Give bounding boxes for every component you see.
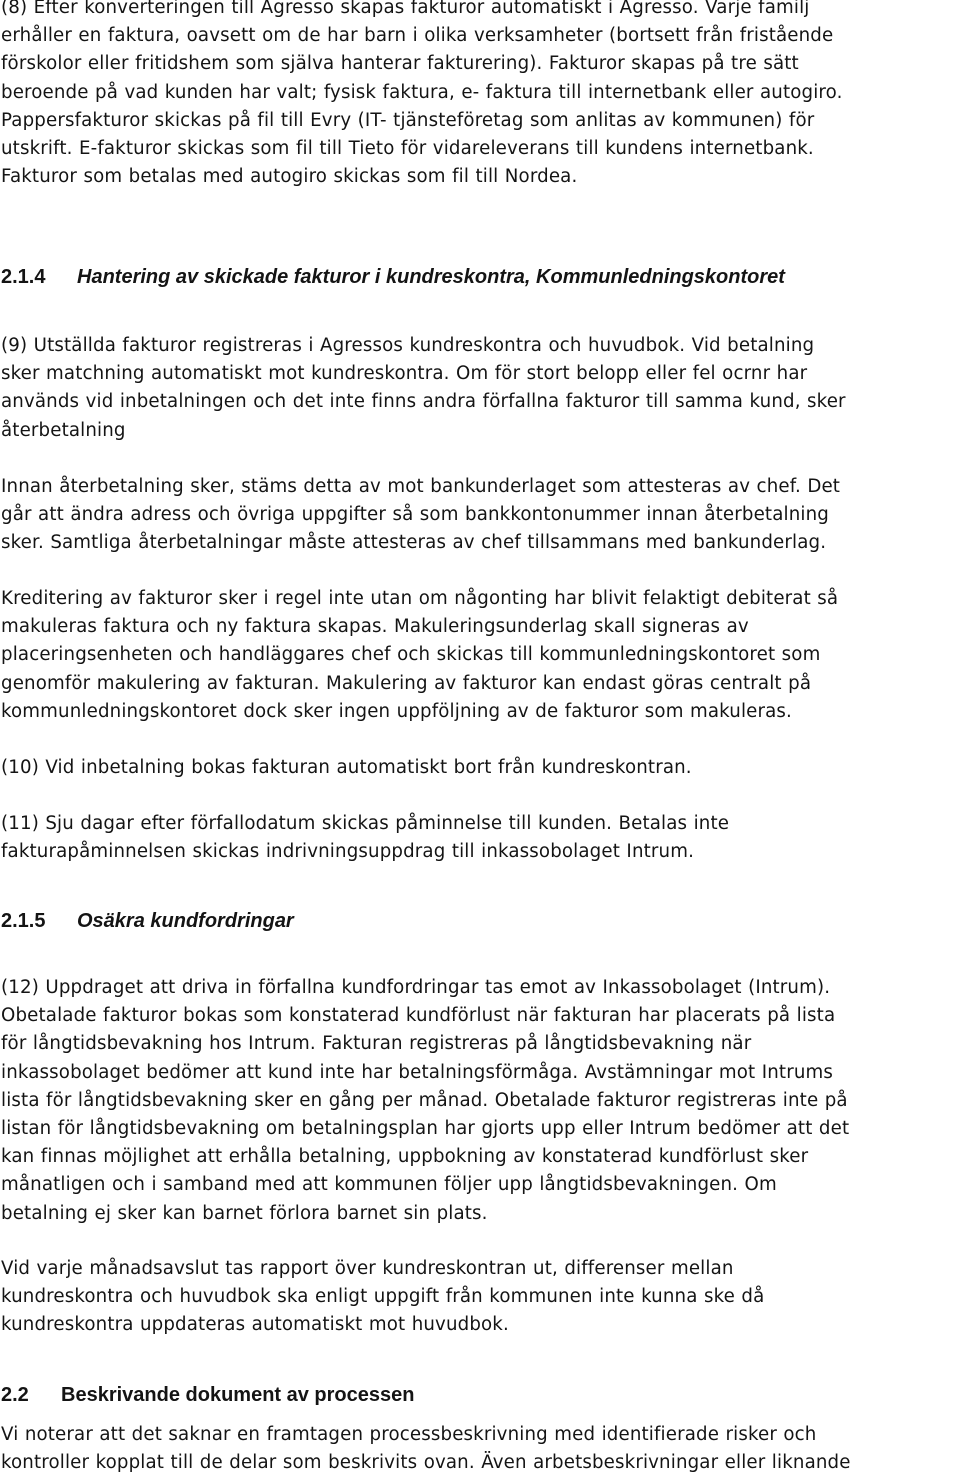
text-line: (10) Vid inbetalning bokas fakturan automatiskt bort från kundreskontran. [1, 757, 692, 778]
text-line: placeringsenheten och handläggares chef och skickas till kommunledningskontoret som [1, 644, 821, 666]
text-line: Fakturor som betalas med autogiro skickas som fil till Nordea. [1, 166, 578, 188]
text-line: Vid varje månadsavslut tas rapport över kundreskontran ut, differenser mellan [1, 1258, 734, 1279]
text-line: Vi noterar att det saknar en framtagen processbeskrivning med identifierade risker och [1, 1424, 817, 1445]
text-line: används vid inbetalningen och det inte finns andra förfallna fakturor till samma kund, sker [1, 391, 846, 413]
text-line: beroende på vad kunden har valt; fysisk faktura, e- faktura till internetbank eller autogiro. [1, 81, 843, 103]
text-line: genomför makulering av fakturan. Makulering av fakturor kan endast göras centralt på [1, 672, 812, 694]
text-line: (8) Efter konverteringen till Agresso skapas fakturor automatiskt i Agresso. Varje familj [1, 0, 810, 18]
text-line: Innan återbetalning sker, stäms detta av mot bankunderlaget som attesteras av chef. Det [1, 476, 841, 497]
section-title: Osäkra kundfordringar [77, 910, 294, 932]
text-line: kundreskontra och huvudbok ska enligt uppgift från kommunen inte kunna ske då [1, 1286, 765, 1308]
text-line: kommunledningskontoret dock sker ingen uppföljning av de fakturor som makuleras. [1, 700, 792, 722]
paragraph-noterar [1, 1421, 851, 1477]
text-line: erhåller en faktura, oavsett om de har barn i olika verksamheter (bortsett från fristående [1, 25, 834, 47]
section-heading-2-2 [1, 1382, 414, 1408]
section-heading-2-1-4 [1, 264, 785, 290]
paragraph-9 [1, 332, 846, 445]
section-heading-2-1-5 [1, 908, 294, 934]
section-title: Hantering av skickade fakturor i kundreskontra, Kommunledningskontoret [77, 266, 785, 288]
paragraph-8 [1, 0, 843, 191]
text-line: kan finnas möjlighet att erhålla betalning, uppbokning av konstaterad kundförlust sker [1, 1146, 809, 1168]
paragraph-kreditering [1, 585, 838, 726]
section-number: 2.1.4 [1, 266, 46, 288]
text-line: går att ändra adress och övriga uppgifter så som bankkontonummer innan återbetalning [1, 504, 829, 526]
text-line: Obetalade fakturor bokas som konstaterad kundförlust när fakturan har placerats på lista [1, 1005, 836, 1027]
text-line: utskrift. E-fakturor skickas som fil till Tieto för vidareleverans till kundens internetbank. [1, 138, 814, 160]
text-line: kontroller kopplat till de delar som beskrivits ovan. Även arbetsbeskrivningar eller liknande [1, 1452, 851, 1474]
text-line: inkassobolaget bedömer att kund inte har betalningsförmåga. Avstämningar mot Intrums [1, 1061, 833, 1083]
section-title: Beskrivande dokument av processen [61, 1384, 415, 1406]
paragraph-12 [1, 974, 849, 1228]
section-number: 2.1.5 [1, 910, 46, 932]
text-line: (11) Sju dagar efter förfallodatum skickas påminnelse till kunden. Betalas inte [1, 813, 730, 834]
paragraph-manadsavslut [1, 1255, 764, 1340]
text-line: Kreditering av fakturor sker i regel inte utan om någonting har blivit felaktigt debiterat så [1, 588, 839, 609]
paragraph-11 [1, 810, 729, 866]
text-line: sker matchning automatiskt mot kundreskontra. Om för stort belopp eller fel ocrnr har [1, 363, 808, 385]
paragraph-innan [1, 473, 840, 558]
text-line: makuleras faktura och ny faktura skapas. Makuleringsunderlag skall signeras av [1, 616, 749, 638]
text-line: förskolor eller fritidshem som själva hanterar fakturering). Fakturor skapas på tre sätt [1, 53, 799, 75]
text-line: för långtidsbevakning hos Intrum. Fakturan registreras på långtidsbevakning när [1, 1033, 752, 1055]
text-line: fakturapåminnelsen skickas indrivningsuppdrag till inkassobolaget Intrum. [1, 841, 695, 863]
text-line: listan för långtidsbevakning om betalningsplan har gjorts upp eller Intrum bedömer att det [1, 1118, 850, 1140]
text-line: (12) Uppdraget att driva in förfallna kundfordringar tas emot av Inkassobolaget (Intrum). [1, 977, 831, 998]
paragraph-10 [1, 754, 692, 782]
text-line: månatligen och i samband med att kommunen följer upp långtidsbevakningen. Om [1, 1174, 777, 1196]
text-line: Pappersfakturor skickas på fil till Evry (IT- tjänsteföretag som anlitas av kommunen) för [1, 109, 815, 131]
text-line: återbetalning [1, 419, 126, 441]
text-line: sker. Samtliga återbetalningar måste attesteras av chef tillsammans med bankunderlag. [1, 532, 827, 554]
section-number: 2.2 [1, 1384, 29, 1406]
text-line: betalning ej sker kan barnet förlora barnet sin plats. [1, 1202, 488, 1224]
text-line: (9) Utställda fakturor registreras i Agressos kundreskontra och huvudbok. Vid betalning [1, 335, 815, 356]
text-line: lista för långtidsbevakning sker en gång per månad. Obetalade fakturor registreras inte på [1, 1089, 848, 1111]
text-line: kundreskontra uppdateras automatiskt mot huvudbok. [1, 1314, 509, 1336]
